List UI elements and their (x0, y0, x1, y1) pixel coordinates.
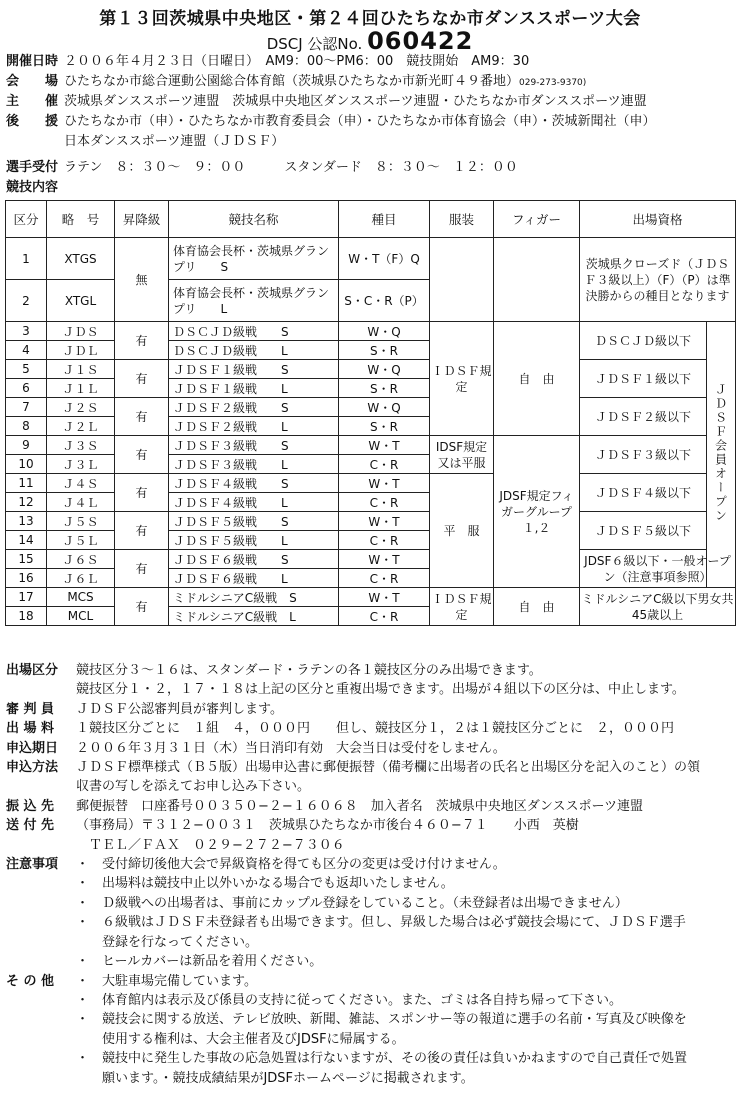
note-label: 審 判 員 (6, 701, 55, 717)
info-date: 開催日時 ２００６年４月２３日（日曜日） AM9：00〜PM6：00 競技開始 AM9：30 (6, 54, 530, 69)
note-line (6, 777, 734, 796)
competition-table (5, 200, 736, 626)
note-line (6, 874, 734, 893)
note-text: 競技区分１・２，１７・１８は上記の区分と重複出場できます。出場が４組以下の区分は、中止します。 (76, 682, 685, 698)
note-line (6, 700, 734, 719)
note-text: 郵便振替 口座番号００３５０−２−１６０６８ 加入者名 茨城県中央地区ダンススポーツ連盟 (76, 798, 644, 814)
table-row: 18 MCL ミドルシニアC級戦 L C・R (6, 607, 736, 626)
note-text: ・ 体育館内は表示及び係員の支持に従ってください。また、ゴミは各自持ち帰って下さい。 (76, 992, 623, 1008)
note-text: 使用する権利は、大会主催者及びJDSFに帰属する。 (76, 1031, 405, 1047)
table-row: 17 MCS 有 ミドルシニアC級戦 S W・T ＩＤＳＦ規定 自 由 ミドルシニアC級以下男女共45歳以上 (6, 588, 736, 607)
table-header-row: 区分 略 号 昇降級 競技名称 種目 服装 フィガー 出場資格 (6, 201, 736, 238)
note-text: ・ 出場料は競技中止以外いかなる場合でも返却いたしません。 (76, 876, 454, 892)
info-organizer: 主 催 茨城県ダンススポーツ連盟 茨城県中央地区ダンススポーツ連盟・ひたちなか市ダンススポーツ連盟 (6, 94, 647, 109)
note-text: （事務局）〒３１２−００３１ 茨城県ひたちなか市後台４６０−７１ 小西 英樹 (76, 818, 579, 834)
table-row: 8 Ｊ２Ｌ ＪＤＳＦ２級戦 L S・R (6, 417, 736, 436)
table-row: 11 Ｊ４Ｓ 有 ＪＤＳＦ４級戦 S W・T 平 服 ＪＤＳＦ４級以下 (6, 474, 736, 493)
note-line (6, 1069, 734, 1088)
note-line (6, 739, 734, 758)
note-text: ・ ６級戦はＪＤＳＦ未登録者も出場できます。但し、昇級した場合は必ず競技会場にて、ＪＤＳＦ選手 (76, 915, 686, 931)
note-label: 申込方法 (6, 760, 59, 776)
note-line (6, 991, 734, 1010)
certification (0, 27, 740, 55)
table-row: 9 Ｊ３Ｓ 有 ＪＤＳＦ３級戦 S W・T IDSF規定又は平服 JDSF規定フィガーグループ１,２ ＪＤＳＦ３級以下 (6, 436, 736, 455)
note-line (6, 1030, 734, 1049)
table-row: 14 Ｊ５Ｌ ＪＤＳＦ５級戦 L C・R (6, 531, 736, 550)
note-text: ２００６年３月３１日（木）当日消印有効 大会当日は受付をしません。 (76, 740, 506, 756)
note-label: 振 込 先 (6, 798, 55, 814)
note-line (6, 952, 734, 971)
cert-prefix: DSCJ 公認No. (266, 35, 363, 53)
info-content-label: 競技内容 (6, 180, 59, 195)
note-line (6, 758, 734, 777)
table-row: 13 Ｊ５Ｓ 有 ＪＤＳＦ５級戦 S W・T ＪＤＳＦ５級以下 (6, 512, 736, 531)
note-label: そ の 他 (6, 973, 55, 989)
note-label: 注意事項 (6, 857, 59, 873)
note-line (6, 972, 734, 991)
note-text: 願います。・競技成績結果がJDSFホームページに掲載されます。 (76, 1070, 474, 1086)
note-line (6, 797, 734, 816)
note-label: 出 場 料 (6, 721, 55, 737)
table-row: 3 ＪＤＳ 有 ＤＳＣＪＤ級戦 S W・Q ＩＤＳＦ規定 自 由 ＤＳＣＪＤ級以下 ＪＤＳＦ会員オープン (6, 322, 736, 341)
note-text: 競技区分３〜１６は、スタンダード・ラテンの各１競技区分のみ出場できます。 (76, 663, 542, 678)
info-reception: 選手受付 ラテン ８：３０〜 ９：００ スタンダード ８：３０〜 １２：００ (6, 160, 518, 175)
note-line (6, 894, 734, 913)
page-title: 第１３回茨城県中央地区・第２４回ひたちなか市ダンススポーツ大会 (99, 9, 641, 29)
note-text: 収書の写しを添えてお申し込み下さい。 (76, 779, 311, 795)
table-row: 10 Ｊ３Ｌ ＪＤＳＦ３級戦 L C・R (6, 455, 736, 474)
note-text: ＪＤＳＦ標準様式（Ｂ５版）出場申込書に郵便振替（備考欄に出場者の氏名と出場区分を記入のこと）の領 (76, 760, 701, 776)
table-row: 7 Ｊ２Ｓ 有 ＪＤＳＦ２級戦 S W・Q ＪＤＳＦ２級以下 (6, 398, 736, 417)
note-text: ・ Ｄ級戦への出場者は、事前にカップル登録をしていること。（未登録者は出場できません） (76, 895, 628, 911)
note-label: 申込期日 (6, 740, 59, 756)
info-venue: 会 場 ひたちなか市総合運動公園総合体育館（茨城県ひたちなか市新光町４９番地）029-273-9370) (6, 74, 587, 89)
note-text: ・ 受付締切後他大会で昇級資格を得ても区分の変更は受け付けません。 (76, 857, 506, 873)
table-row: 4 ＪＤＬ ＤＳＣＪＤ級戦 L S・R (6, 341, 736, 360)
info-sponsor: 後 援 ひたちなか市（申）・ひたちなか市教育委員会（申）・ひたちなか市体育協会（申）・茨城新聞社（申） (6, 114, 656, 129)
info-sponsor-2: 日本ダンススポーツ連盟（ＪＤＳＦ） (64, 134, 285, 149)
note-line (6, 855, 734, 874)
note-line (6, 816, 734, 835)
note-text: １競技区分ごとに １組 ４，０００円 但し、競技区分１，２は１競技区分ごとに ２，０００円 (76, 721, 675, 737)
table-row: 15 Ｊ６Ｓ 有 ＪＤＳＦ６級戦 S W・T JDSF６級以下・一般オープン（注意事項参照） (6, 550, 736, 569)
note-line (6, 661, 734, 680)
table-row: 2 XTGL 体育協会長杯・茨城県グランプリ L S・C・R（P） (6, 280, 736, 322)
note-label: 出場区分 (6, 663, 59, 678)
note-text: ＪＤＳＦ公認審判員が審判します。 (76, 701, 283, 717)
table-row: 12 Ｊ４Ｌ ＪＤＳＦ４級戦 L C・R (6, 493, 736, 512)
note-line (6, 680, 734, 699)
note-text: ・ ヒールカバーは新品を着用ください。 (76, 954, 323, 970)
table-row: 6 Ｊ１Ｌ ＪＤＳＦ１級戦 L S・R (6, 379, 736, 398)
note-text: 登録を行なってください。 (76, 934, 259, 950)
note-line (6, 1049, 734, 1068)
table-row: 5 Ｊ１Ｓ 有 ＪＤＳＦ１級戦 S W・Q ＪＤＳＦ１級以下 (6, 360, 736, 379)
note-line (6, 836, 734, 855)
note-text: ・ 競技会に関する放送、テレビ放映、新聞、雑誌、スポンサー等の報道に選手の名前・写真及び映像を (76, 1012, 687, 1028)
note-text: ＴＥＬ／ＦＡＸ ０２９−２７２−７３０６ (76, 837, 345, 853)
cert-number: 060422 (367, 27, 474, 55)
note-line (6, 913, 734, 932)
note-label: 送 付 先 (6, 818, 55, 834)
note-line (6, 1010, 734, 1029)
note-text: ・ 大駐車場完備しています。 (76, 973, 257, 989)
note-line (6, 933, 734, 952)
table-row: 16 Ｊ６Ｌ ＪＤＳＦ６級戦 L C・R (6, 569, 736, 588)
table-row: 1 XTGS 無 体育協会長杯・茨城県グランプリ S W・T（F）Q 茨城県クローズド（ＪＤＳＦ３級以上）（F）（P）は準決勝からの種目となります (6, 238, 736, 280)
notes-section (6, 661, 734, 1088)
note-line (6, 719, 734, 738)
note-text: ・ 競技中に発生した事故の応急処置は行ないますが、その後の責任は負いかねますので自己責任で処置 (76, 1051, 688, 1067)
